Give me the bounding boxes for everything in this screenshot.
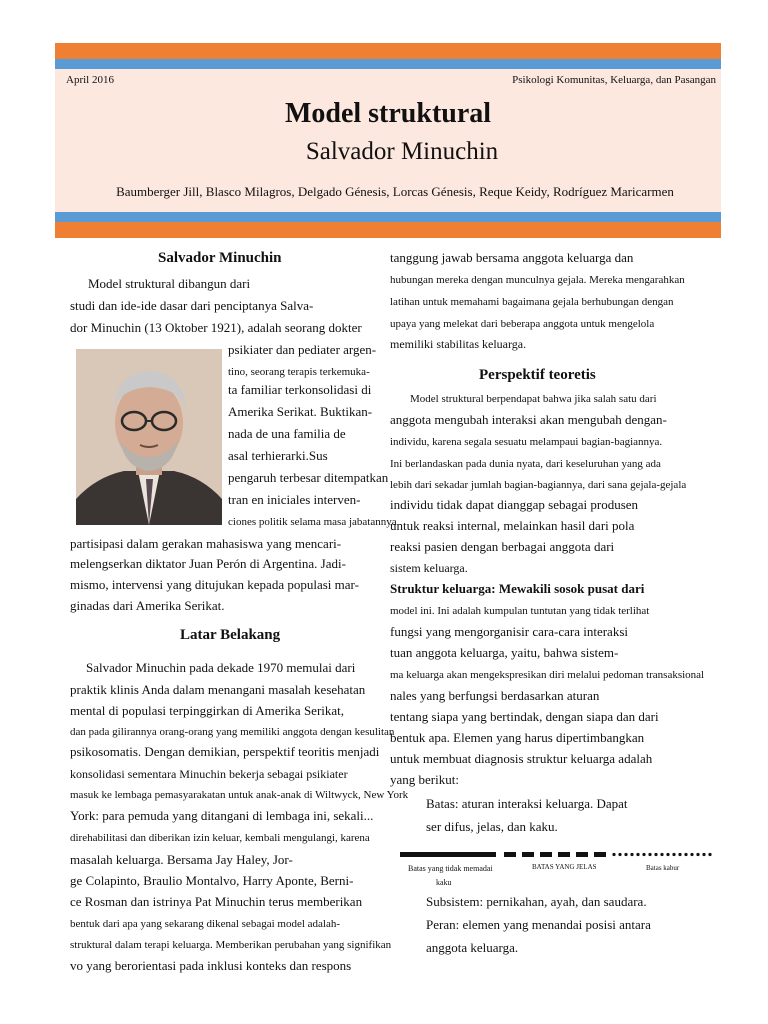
section-heading-background: Latar Belakang [180,627,281,643]
continuation-line: memiliki stabilitas keluarga. [390,337,527,351]
section-heading-theory: Perspektif teoretis [479,367,596,383]
bullet-roles-line: anggota keluarga. [426,940,519,955]
label-rigid-boundary-2: kaku [436,878,452,887]
structure-heading: Struktur keluarga: Mewakili sosok pusat dari [390,581,645,596]
bio-line: dor Minuchin (13 Oktober 1921), adalah seorang dokter [70,320,362,335]
continuation-line: upaya yang melekat dari beberapa anggota untuk mengelola [390,318,655,330]
background-line: ce Rosman dan istrinya Pat Minuchin terus memberikan [70,894,363,909]
bio-line: tran en iniciales interven- [228,492,361,507]
bio-line: partisipasi dalam gerakan mahasiswa yang mencari- [70,536,342,551]
minuchin-portrait [76,349,222,525]
footer-stripe-blue [55,212,721,222]
bio-line: pengaruh terbesar ditempatkan [228,470,389,485]
section-heading-minuchin: Salvador Minuchin [158,250,282,266]
background-line: bentuk dari apa yang sekarang dikenal sebagai model adalah- [70,918,340,930]
background-line: praktik klinis Anda dalam menangani masalah kesehatan [70,682,366,697]
background-line: ge Colapinto, Braulio Montalvo, Harry Aponte, Berni- [70,873,354,888]
article-title: Model struktural [284,98,492,129]
bio-line: mismo, intervensi yang ditujukan kepada populasi mar- [70,577,359,592]
structure-line: nales yang berfungsi berdasarkan aturan [390,688,600,703]
footer-stripe-orange [55,222,721,238]
continuation-line: latihan untuk memahami bagaimana gejala berhubungan dengan [390,296,674,308]
bio-line: Model struktural dibangun dari [88,276,251,291]
theory-line: sistem keluarga. [390,561,468,575]
background-line: masuk ke lembaga pemasyarakatan untuk anak-anak di Wiltwyck, New York [70,789,409,801]
boundary-types-diagram [400,848,720,892]
bio-line: ciones politik selama masa jabatannya [228,516,397,528]
author-list: Baumberger Jill, Blasco Milagros, Delgado Génesis, Lorcas Génesis, Reque Keidy, Rodríguez Maricarmen [116,184,674,199]
structure-line: tentang siapa yang bertindak, dengan siapa dan dari [390,709,659,724]
bio-line: asal terhierarki.Sus [228,448,328,463]
theory-line: individu tidak dapat dianggap sebagai produsen [390,497,639,512]
background-line: struktural dalam terapi keluarga. Memberikan perubahan yang signifikan [70,939,392,951]
background-line: mental di populasi terpinggirkan di Amerika Serikat, [70,703,345,718]
structure-line: ma keluarga akan mengekspresikan diri melalui pedoman transaksional [390,669,705,681]
continuation-line: tanggung jawab bersama anggota keluarga dan [390,250,634,265]
continuation-line: hubungan mereka dengan munculnya gejala. Mereka mengarahkan [390,274,685,286]
journal-name: Psikologi Komunitas, Keluarga, dan Pasangan [512,74,716,86]
bio-line: Amerika Serikat. Buktikan- [228,404,373,419]
label-diffuse-boundary: Batas kabur [646,864,680,872]
theory-line: lebih dari sekadar jumlah bagian-bagiannya, dari sana gejala-gejala [390,479,687,491]
bio-line: studi dan ide-ide dasar dari penciptanya Salva- [70,298,314,313]
article-subtitle: Salvador Minuchin [305,138,499,165]
theory-line: untuk reaksi internal, melainkan hasil dari pola [390,518,635,533]
background-line: konsolidasi sementara Minuchin bekerja sebagai psikiater [70,767,348,781]
theory-line: individu, karena segala sesuatu melampaui bagian-bagiannya. [390,436,663,448]
bio-line: ginadas dari Amerika Serikat. [70,598,225,613]
bio-line: psikiater dan pediater argen- [228,342,377,357]
background-line: York: para pemuda yang ditangani di lembaga ini, sekali... [70,808,374,823]
bullet-boundaries-line: ser difus, jelas, dan kaku. [426,819,558,834]
theory-line: Ini berlandaskan pada dunia nyata, dari keseluruhan yang ada [390,458,661,470]
structure-line: untuk membuat diagnosis struktur keluarga adalah [390,751,653,766]
header-stripe-blue [55,59,721,69]
structure-line: bentuk apa. Elemen yang harus dipertimbangkan [390,730,645,745]
theory-line: reaksi pasien dengan berbagai anggota dari [390,539,615,554]
label-clear-boundary: BATAS YANG JELAS [532,863,597,871]
background-line: direhabilitasi dan diberikan izin keluar, kembali mengulangi, karena [70,832,370,844]
theory-line: Model struktural berpendapat bahwa jika salah satu dari [410,393,657,405]
structure-line: yang berikut: [390,772,459,787]
issue-date: April 2016 [66,74,114,86]
bio-line: nada de una familia de [228,426,346,441]
bullet-subsystem-line: Subsistem: pernikahan, ayah, dan saudara. [426,894,647,909]
structure-line: fungsi yang mengorganisir cara-cara interaksi [390,624,628,639]
bullet-boundaries-line: Batas: aturan interaksi keluarga. Dapat [426,796,628,811]
background-line: psikosomatis. Dengan demikian, perspektif teoritis menjadi [70,744,380,759]
theory-line: anggota mengubah interaksi akan mengubah dengan- [390,412,667,427]
background-line: dan pada gilirannya orang-orang yang memiliki anggota dengan kesulitan [70,726,395,738]
bio-line: tino, seorang terapis terkemuka- [228,366,370,378]
structure-line: model ini. Ini adalah kumpulan tuntutan yang tidak terlihat [390,605,650,617]
background-line: vo yang berorientasi pada inklusi konteks dan respons [70,958,352,973]
bio-line: ta familiar terkonsolidasi di [228,382,372,397]
bullet-roles-line: Peran: elemen yang menandai posisi antara [426,917,651,932]
structure-line: tuan anggota keluarga, yaitu, bahwa sistem- [390,645,619,660]
header-stripe-orange [55,43,721,59]
background-line: masalah keluarga. Bersama Jay Haley, Jor- [70,852,293,867]
label-rigid-boundary: Batas yang tidak memadai [408,864,493,873]
bio-line: melengserkan diktator Juan Perón di Argentina. Jadi- [70,556,346,571]
background-line: Salvador Minuchin pada dekade 1970 memulai dari [86,660,356,675]
